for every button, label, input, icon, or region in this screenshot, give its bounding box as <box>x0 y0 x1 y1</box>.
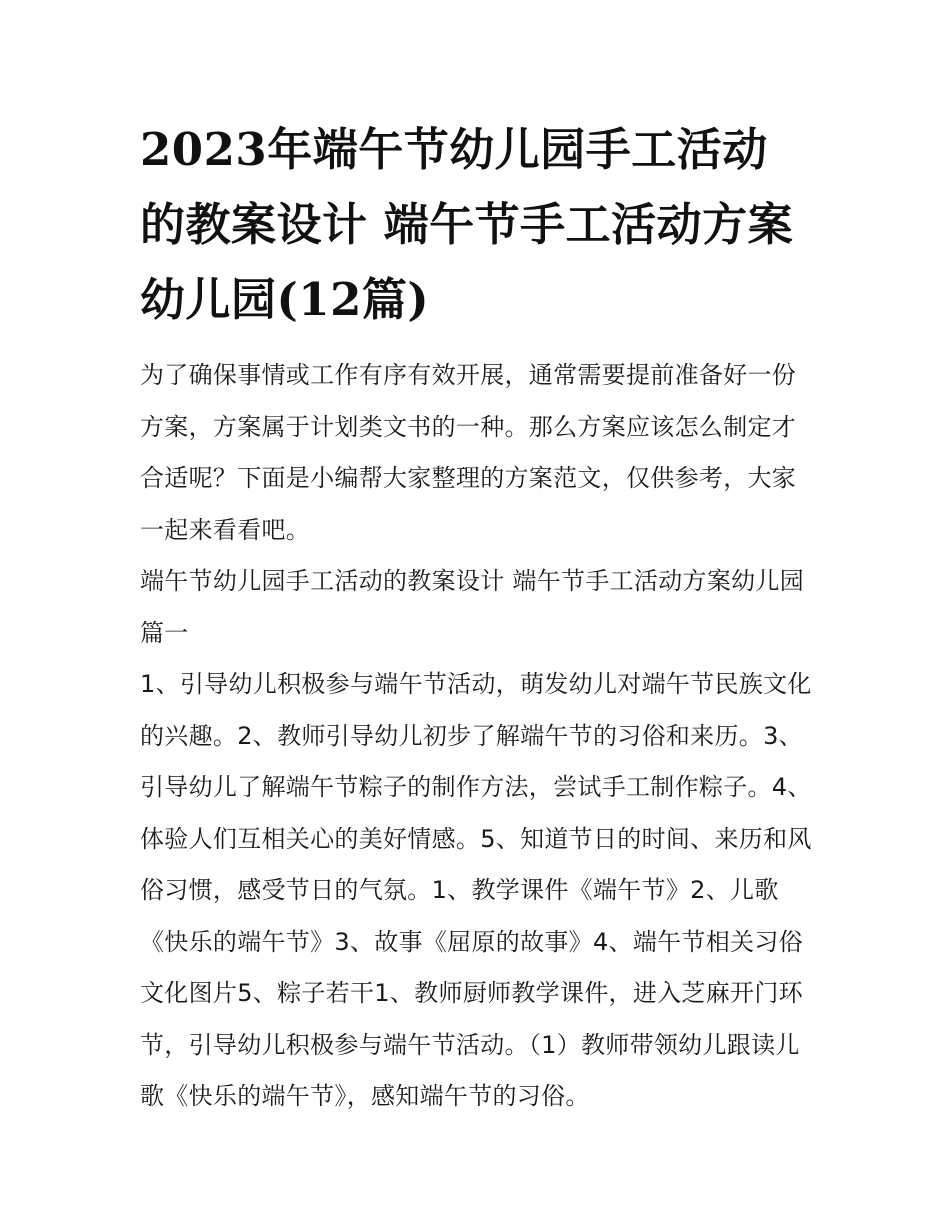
section-heading: 端午节幼儿园手工活动的教案设计 端午节手工活动方案幼儿园篇一 <box>140 567 805 647</box>
document-title: 2023年端午节幼儿园手工活动的教案设计 端午节手工活动方案幼儿园(12篇) <box>140 123 794 326</box>
intro-paragraph: 为了确保事情或工作有序有效开展，通常需要提前准备好一份方案，方案属于计划类文书的一种。那么方案应该怎么制定才合适呢？下面是小编帮大家整理的方案范文，仅供参考，大家一起来看看吧。 <box>140 361 797 544</box>
document-content <box>140 112 812 1123</box>
body-paragraph: 1、引导幼儿积极参与端午节活动，萌发幼儿对端午节民族文化的兴趣。2、教师引导幼儿初步了解端午节的习俗和来历。3、引导幼儿了解端午节粽子的制作方法，尝试手工制作粽子。4、体验人们互相关心的美好情感。5、知道节日的时间、来历和风俗习惯，感受节日的气氛。1、教学课件《端午节》2、儿歌《快乐的端午节》3、故事《屈原的故事》4、端午节相关习俗文化图片5、粽子若干1、教师厨师教学课件，进入芝麻开门环节，引导幼儿积极参与端午节活动。（1）教师带领幼儿跟读儿歌《快乐的端午节》，感知端午节的习俗。 <box>140 670 812 1110</box>
